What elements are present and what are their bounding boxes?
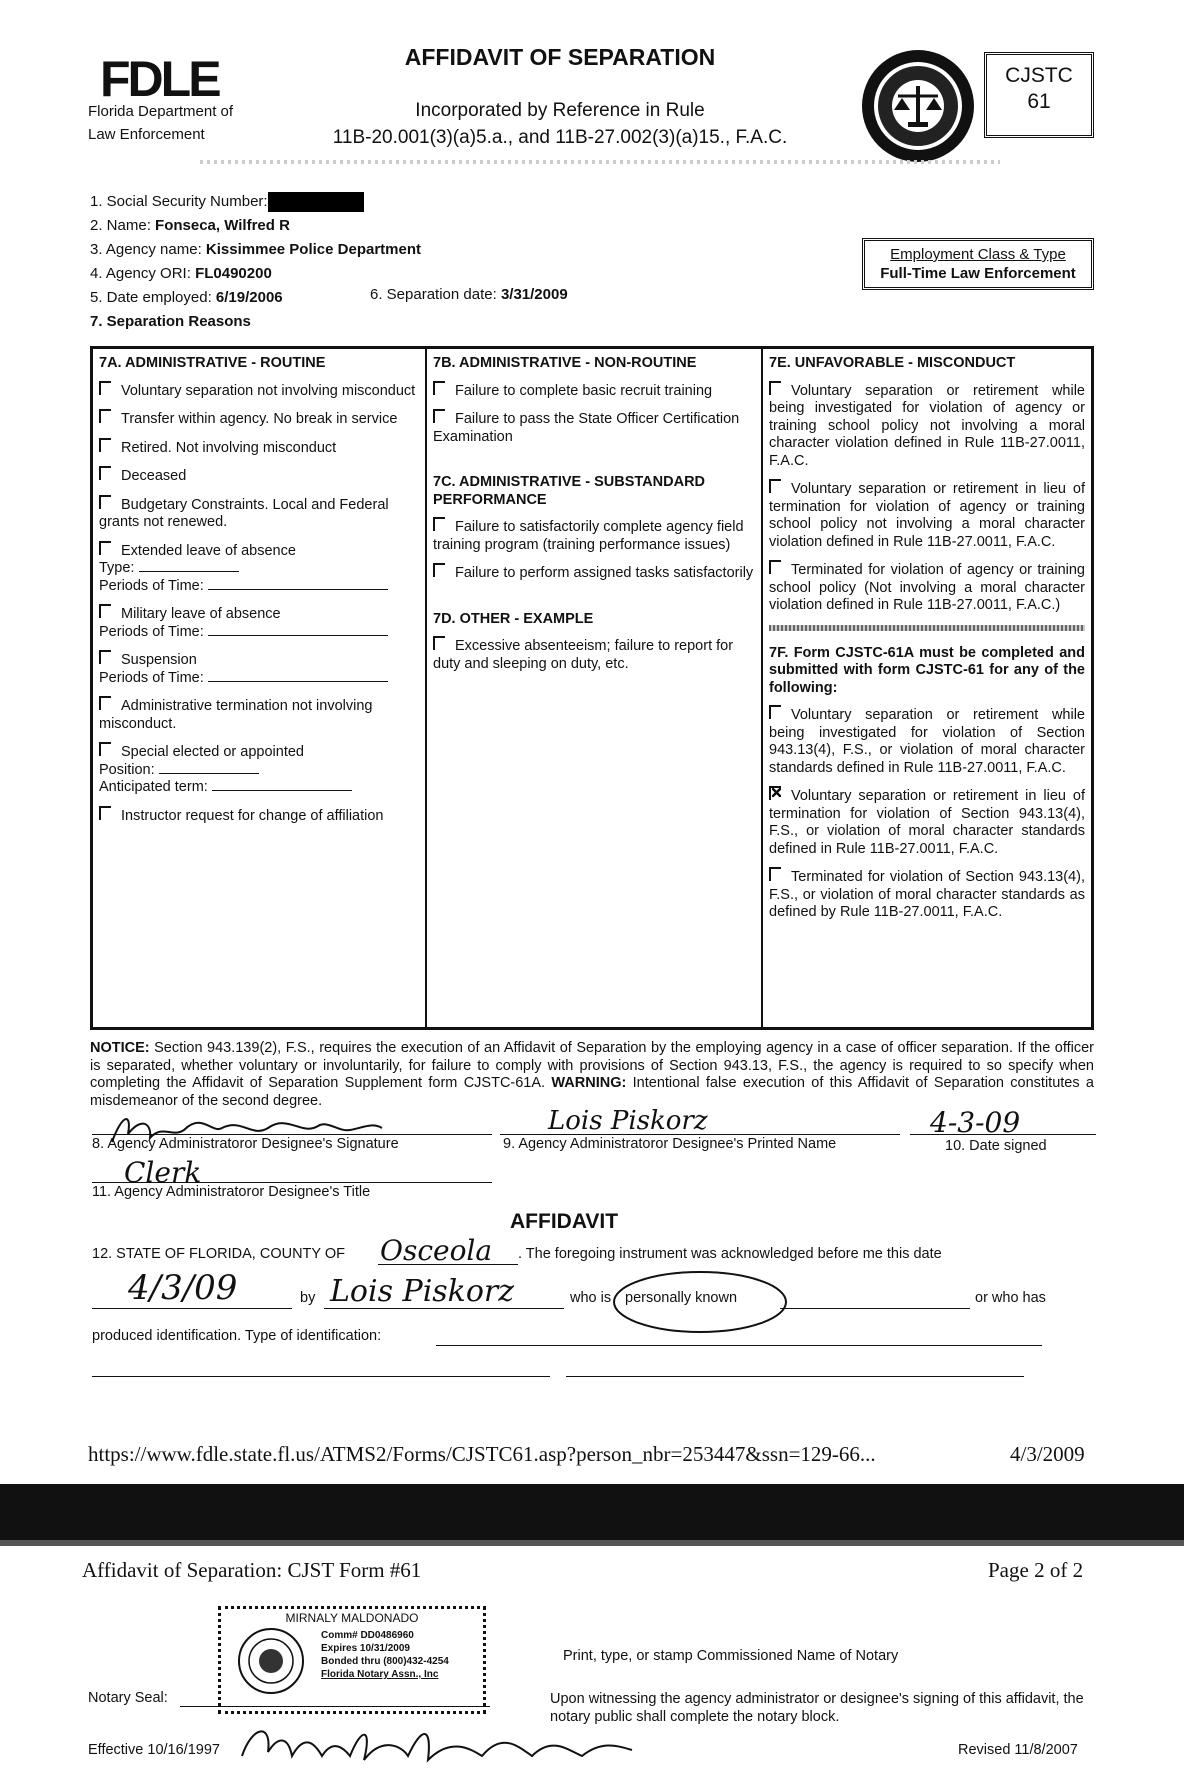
item-7a-4: Budgetary Constraints. Local and Federal grants not renewed. [99, 496, 389, 530]
header-divider [200, 160, 1000, 164]
source-url: https://www.fdle.state.fl.us/ATMS2/Forms/CJSTC61.asp?person_nbr=253447&ssn=129-66... [88, 1442, 876, 1466]
id-type-line [436, 1345, 1042, 1346]
county-value: Osceola [380, 1234, 493, 1267]
by-line [324, 1308, 564, 1309]
item-7f-2: Terminated for violation of Section 943.13(4), F.S., or violation of moral character standards as defined by Rule 11B-27.0011, F.A.C. [769, 869, 1085, 920]
position-line[interactable] [159, 762, 259, 774]
checkbox[interactable] [433, 636, 445, 650]
print-notary-instruction: Print, type, or stamp Commissioned Name of Notary [563, 1648, 899, 1664]
signature-line-10 [910, 1134, 1096, 1135]
title-label: 11. Agency Administratoror Designee's Title [92, 1184, 371, 1200]
item-7a-7: Suspension Periods of Time: [99, 650, 419, 687]
notary-seal-label: Notary Seal: [88, 1690, 168, 1706]
employment-class-box: Employment Class & Type Full-Time Law Enforcement [862, 238, 1094, 290]
item-7c-0: Failure to satisfactorily complete agency field training program (training performance issues) [433, 519, 744, 553]
page-break-bar-edge [0, 1540, 1184, 1546]
state-county-label: 12. STATE OF FLORIDA, COUNTY OF [92, 1246, 345, 1262]
column-7e-7f [763, 349, 1091, 1027]
item-7b-0: Failure to complete basic recruit training [433, 381, 755, 401]
date-signed-value: 4-3-09 [930, 1106, 1021, 1139]
column-7b-7d [427, 349, 763, 1027]
date-line [92, 1308, 292, 1309]
checkbox[interactable] [769, 867, 781, 881]
item-7e-1: Voluntary separation or retirement in lieu of termination for violation of agency or training school policy not involving a moral character violation defined in Rule 11B-27.0011, F.A.C. [769, 481, 1085, 550]
date-signed-label: 10. Date signed [945, 1138, 1047, 1154]
heading-7f: 7F. Form CJSTC-61A must be completed and submitted with form CJSTC-61 for any of the following: [769, 644, 1085, 696]
acknowledged-date-value: 4/3/09 [128, 1268, 238, 1308]
personally-known-label: personally known [625, 1290, 738, 1306]
ssn-row: 1. Social Security Number: [90, 190, 421, 214]
heading-7c: 7C. ADMINISTRATIVE - SUBSTANDARD PERFORMANCE [433, 474, 706, 508]
periods-line[interactable] [208, 578, 388, 590]
agency-value: Kissimmee Police Department [205, 241, 422, 258]
heading-7e: 7E. UNFAVORABLE - MISCONDUCT [769, 355, 1016, 371]
item-7a-3: Deceased [99, 466, 419, 486]
item-7a-2: Retired. Not involving misconduct [99, 438, 419, 458]
item-7a-0: Voluntary separation not involving misconduct [99, 381, 419, 401]
by-value: Lois Piskorz [330, 1274, 515, 1309]
item-7f-0: Voluntary separation or retirement while being investigated for violation of Section 943.13(4), F.S., or violation of moral character standards defined in Rule 11B-27.0011, F.A.C. [769, 707, 1085, 776]
notary-signature [232, 1716, 662, 1772]
by-label: by [300, 1290, 316, 1306]
agency-name: Florida Department of Law Enforcement [88, 103, 234, 143]
who-is-label: who is [570, 1290, 612, 1306]
item-7c-1: Failure to perform assigned tasks satisfactorily [433, 563, 755, 583]
checkbox[interactable] [769, 560, 781, 574]
reasons-row: 7. Separation Reasons [90, 313, 251, 330]
type-line[interactable] [139, 560, 239, 572]
page-number: Page 2 of 2 [988, 1558, 1084, 1582]
title-value: Clerk [124, 1156, 202, 1189]
checkbox[interactable] [99, 806, 111, 820]
heading-7a: 7A. ADMINISTRATIVE - ROUTINE [99, 355, 326, 371]
notary-stamp: MIRNALY MALDONADO Comm# DD0486960 Expires 10/31/2009 Bonded thru (800)432-4254 Florida Notary Assn., Inc [218, 1606, 486, 1714]
item-7f-1: Voluntary separation or retirement in lieu of termination for violation of Section 943.13(4), F.S., or violation of moral character standards defined in Rule 11B-27.0011, F.A.C. [769, 788, 1085, 857]
id-line-left [92, 1376, 550, 1377]
checked-checkbox[interactable] [769, 786, 781, 800]
printed-name-label: 9. Agency Administratoror Designee's Printed Name [503, 1136, 837, 1152]
notice-text: NOTICE: Section 943.139(2), F.S., requires the execution of an Affidavit of Separation by the employing agency in a case of officer separation. If the officer is separated, whether voluntary or involuntarily, for failure to comply with provisions of Section 943.13, F.S., the agency is required to so specify when completing the Affidavit of Separation Supplement form CJSTC-61A. WARNING: Intentional false execution of this Affidavit of Separation constitutes a misdemeanor of the second degree. [90, 1040, 1094, 1109]
employed-row: 5. Date employed: 6/19/2006 [90, 289, 283, 306]
item-7d-0: Excessive absenteeism; failure to report for duty and sleeping on duty, etc. [433, 638, 734, 672]
checkbox[interactable] [433, 381, 445, 395]
separation-reasons-grid [90, 346, 1094, 1030]
incorporated-by-reference: Incorporated by Reference in Rule 11B-20.001(3)(a)5.a., and 11B-27.002(3)(a)15., F.A.C. [332, 100, 788, 148]
print-date: 4/3/2009 [1010, 1442, 1085, 1466]
heading-7d: 7D. OTHER - EXAMPLE [433, 610, 594, 627]
checkbox[interactable] [99, 438, 111, 452]
item-7e-0: Voluntary separation or retirement while being investigated for violation of agency or training school policy not involving a moral character violation defined in Rule 11B-27.0011, F.A.C. [769, 382, 1085, 469]
item-7b-1: Failure to pass the State Officer Certification Examination [433, 411, 740, 445]
checkbox[interactable] [99, 604, 111, 618]
effective-date: Effective 10/16/1997 [88, 1742, 220, 1758]
checkbox[interactable] [769, 381, 781, 395]
item-7a-1: Transfer within agency. No break in service [99, 409, 419, 429]
fdle-seal-icon [860, 48, 976, 164]
notary-instruction: Upon witnessing the agency administrator or designee's signing of this affidavit, the notary public shall complete the notary block. [550, 1691, 1084, 1725]
checkbox[interactable] [99, 650, 111, 664]
name-value: Fonseca, Wilfred R [155, 217, 290, 234]
checkbox[interactable] [99, 696, 111, 710]
id-line-right [566, 1376, 1024, 1377]
checkbox[interactable] [99, 381, 111, 395]
revised-date: Revised 11/8/2007 [958, 1742, 1078, 1758]
form-code-box: CJSTC 61 [984, 52, 1094, 138]
checkbox[interactable] [433, 563, 445, 577]
form-title: AFFIDAVIT OF SEPARATION [404, 44, 716, 70]
notary-seal-line [180, 1706, 490, 1707]
checkbox[interactable] [99, 541, 111, 555]
signature-line-9 [500, 1134, 900, 1135]
item-7a-9: Special elected or appointed Position: Anticipated term: [99, 742, 419, 797]
agency-row: 3. Agency name: Kissimmee Police Department [90, 241, 422, 258]
checkbox[interactable] [769, 705, 781, 719]
signature-label: 8. Agency Administratoror Designee's Signature [92, 1136, 399, 1152]
checkbox[interactable] [433, 409, 445, 423]
employed-value: 6/19/2006 [215, 289, 283, 306]
checkbox[interactable] [99, 495, 111, 509]
anticipated-line[interactable] [212, 779, 352, 791]
heading-7b: 7B. ADMINISTRATIVE - NON-ROUTINE [433, 355, 697, 371]
fdle-logo: FDLE [100, 51, 219, 107]
column-7a [93, 349, 427, 1027]
checkbox[interactable] [433, 517, 445, 531]
item-7a-10: Instructor request for change of affiliation [99, 806, 419, 826]
periods-line[interactable] [208, 624, 388, 636]
ori-row: 4. Agency ORI: FL0490200 [90, 265, 272, 282]
county-line [378, 1264, 518, 1265]
or-who-has-label: or who has [975, 1290, 1046, 1306]
page-break-bar [0, 1484, 1184, 1542]
checkbox[interactable] [99, 466, 111, 480]
circled-known-mark [608, 1262, 798, 1338]
item-7a-6: Military leave of absence Periods of Time: [99, 604, 419, 641]
section-divider [769, 625, 1085, 631]
foregoing-text: . The foregoing instrument was acknowledged before me this date [518, 1246, 942, 1262]
signature-line-8 [92, 1134, 492, 1135]
item-7a-8: Administrative termination not involving misconduct. [99, 698, 373, 732]
checkbox[interactable] [99, 742, 111, 756]
checkbox[interactable] [99, 409, 111, 423]
produced-id-label: produced identification. Type of identification: [92, 1328, 382, 1344]
checkbox[interactable] [769, 479, 781, 493]
signature-line-11 [92, 1182, 492, 1183]
item-7a-5: Extended leave of absence Type: Periods of Time: [99, 541, 419, 596]
ori-value: FL0490200 [195, 265, 272, 282]
item-7e-2: Terminated for violation of agency or training school policy (Not involving a moral character violation defined in Rule 11B-27.0011, F.A.C.) [769, 562, 1085, 613]
name-row: 2. Name: Fonseca, Wilfred R [90, 217, 290, 234]
printed-name-value: Lois Piskorz [548, 1106, 708, 1136]
separation-date: 6. Separation date: 3/31/2009 [370, 286, 568, 303]
affidavit-heading: AFFIDAVIT [510, 1210, 619, 1233]
ssn-redaction [268, 192, 364, 212]
periods-line[interactable] [208, 670, 388, 682]
page2-title: Affidavit of Separation: CJST Form #61 [82, 1558, 422, 1582]
known-line [780, 1308, 970, 1309]
officer-fields [90, 190, 421, 334]
notary-seal-icon [237, 1627, 305, 1695]
